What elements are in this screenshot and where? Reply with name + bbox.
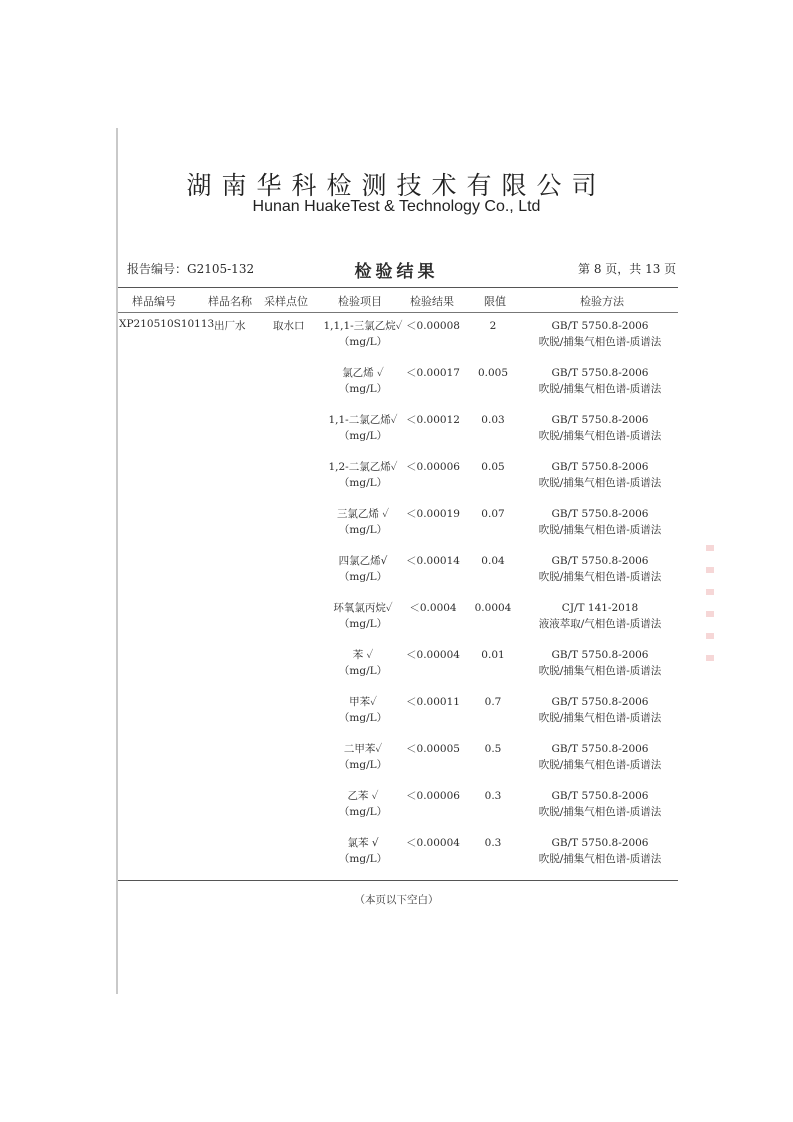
test-unit: （mg/L）	[338, 336, 388, 348]
test-item: 甲苯✓	[349, 696, 377, 708]
table-header-rule	[118, 312, 678, 313]
company-name-en: Hunan HuakeTest & Technology Co., Ltd	[252, 198, 541, 215]
method-standard: GB/T 5750.8-2006	[551, 790, 649, 802]
limit-value: 0.01	[481, 649, 505, 661]
table-row	[0, 318, 793, 364]
test-unit: （mg/L）	[338, 430, 388, 442]
test-result: ＜0.00014	[406, 555, 460, 567]
method-standard: GB/T 5750.8-2006	[551, 555, 649, 567]
test-unit: （mg/L）	[338, 853, 388, 865]
test-unit: （mg/L）	[338, 806, 388, 818]
table-row	[0, 647, 793, 693]
blank-below-note: （本页以下空白）	[354, 894, 439, 906]
method-standard: GB/T 5750.8-2006	[551, 837, 649, 849]
table-row	[0, 600, 793, 646]
table-row	[0, 365, 793, 411]
section-title: 检验结果	[354, 262, 439, 282]
method-standard: GB/T 5750.8-2006	[551, 743, 649, 755]
limit-value: 0.3	[484, 837, 502, 849]
method-description: 吹脱/捕集气相色谱-质谱法	[538, 571, 662, 583]
table-bottom-rule	[118, 880, 678, 881]
table-row	[0, 741, 793, 787]
method-description: 吹脱/捕集气相色谱-质谱法	[538, 759, 662, 771]
method-description: 吹脱/捕集气相色谱-质谱法	[538, 853, 662, 865]
method-description: 吹脱/捕集气相色谱-质谱法	[538, 336, 662, 348]
limit-value: 0.03	[481, 414, 505, 426]
company-name-cn: 湖南华科检测技术有限公司	[186, 171, 607, 200]
test-unit: （mg/L）	[338, 712, 388, 724]
method-description: 吹脱/捕集气相色谱-质谱法	[538, 665, 662, 677]
test-item: 苯 ✓	[352, 649, 374, 661]
test-item: 1,1,1-三氯乙烷✓	[323, 320, 403, 332]
test-unit: （mg/L）	[338, 383, 388, 395]
limit-value: 0.07	[481, 508, 505, 520]
header-limit: 限值	[484, 295, 506, 308]
test-result: ＜0.00004	[406, 649, 460, 661]
test-unit: （mg/L）	[338, 759, 388, 771]
limit-value: 2	[489, 320, 497, 332]
test-result: ＜0.00008	[406, 320, 460, 332]
table-top-rule	[118, 287, 678, 288]
method-description: 吹脱/捕集气相色谱-质谱法	[538, 477, 662, 489]
test-item: 1,1-二氯乙烯✓	[328, 414, 398, 426]
test-unit: （mg/L）	[338, 524, 388, 536]
table-row	[0, 553, 793, 599]
test-item: 1,2-二氯乙烯✓	[328, 461, 398, 473]
test-result: ＜0.00012	[406, 414, 460, 426]
test-unit: （mg/L）	[338, 477, 388, 489]
table-row	[0, 694, 793, 740]
method-standard: GB/T 5750.8-2006	[551, 461, 649, 473]
test-result: ＜0.00004	[406, 837, 460, 849]
report-number: 报告编号：G2105-132	[127, 262, 255, 276]
limit-value: 0.7	[484, 696, 502, 708]
table-row	[0, 835, 793, 881]
test-result: ＜0.00019	[406, 508, 460, 520]
test-item: 三氯乙烯 ✓	[336, 508, 390, 520]
sample-name: 出厂水	[214, 320, 246, 332]
method-standard: GB/T 5750.8-2006	[551, 320, 649, 332]
method-description: 吹脱/捕集气相色谱-质谱法	[538, 806, 662, 818]
method-description: 吹脱/捕集气相色谱-质谱法	[538, 524, 662, 536]
header-item: 检验项目	[338, 295, 382, 308]
table-row	[0, 459, 793, 505]
header-sample-name: 样品名称	[208, 295, 252, 308]
method-standard: GB/T 5750.8-2006	[551, 414, 649, 426]
test-unit: （mg/L）	[338, 618, 388, 630]
method-standard: CJ/T 141-2018	[561, 602, 639, 614]
header-method: 检验方法	[580, 295, 624, 308]
test-result: ＜0.00011	[406, 696, 460, 708]
method-description: 液液萃取/气相色谱-质谱法	[538, 618, 662, 630]
header-sample-id: 样品编号	[132, 295, 176, 308]
limit-value: 0.04	[481, 555, 505, 567]
test-item: 乙苯 ✓	[347, 790, 379, 802]
test-item: 四氯乙烯√	[338, 555, 388, 567]
header-location: 采样点位	[264, 295, 308, 308]
test-result: ＜0.00006	[406, 790, 460, 802]
method-description: 吹脱/捕集气相色谱-质谱法	[538, 712, 662, 724]
limit-value: 0.3	[484, 790, 502, 802]
method-standard: GB/T 5750.8-2006	[551, 508, 649, 520]
test-unit: （mg/L）	[338, 571, 388, 583]
test-item: 二甲苯✓	[343, 743, 383, 755]
method-description: 吹脱/捕集气相色谱-质谱法	[538, 430, 662, 442]
limit-value: 0.0004	[474, 602, 512, 614]
test-result: ＜0.00006	[406, 461, 460, 473]
test-item: 氯乙烯 ✓	[342, 367, 384, 379]
table-row	[0, 412, 793, 458]
sample-id: XP210510S10113	[119, 318, 215, 330]
method-description: 吹脱/捕集气相色谱-质谱法	[538, 383, 662, 395]
method-standard: GB/T 5750.8-2006	[551, 367, 649, 379]
table-row	[0, 788, 793, 834]
test-unit: （mg/L）	[338, 665, 388, 677]
test-item: 环氧氯丙烷✓	[333, 602, 393, 614]
test-result: ＜0.00017	[406, 367, 460, 379]
test-item: 氯苯 √	[347, 837, 379, 849]
test-result: ＜0.0004	[409, 602, 457, 614]
limit-value: 0.5	[484, 743, 502, 755]
limit-value: 0.05	[481, 461, 505, 473]
method-standard: GB/T 5750.8-2006	[551, 649, 649, 661]
sample-location: 取水口	[273, 320, 305, 332]
test-result: ＜0.00005	[406, 743, 460, 755]
limit-value: 0.005	[477, 367, 509, 379]
page-number: 第 8 页，共 13 页	[578, 262, 677, 276]
table-row	[0, 506, 793, 552]
method-standard: GB/T 5750.8-2006	[551, 696, 649, 708]
header-result: 检验结果	[410, 295, 454, 308]
